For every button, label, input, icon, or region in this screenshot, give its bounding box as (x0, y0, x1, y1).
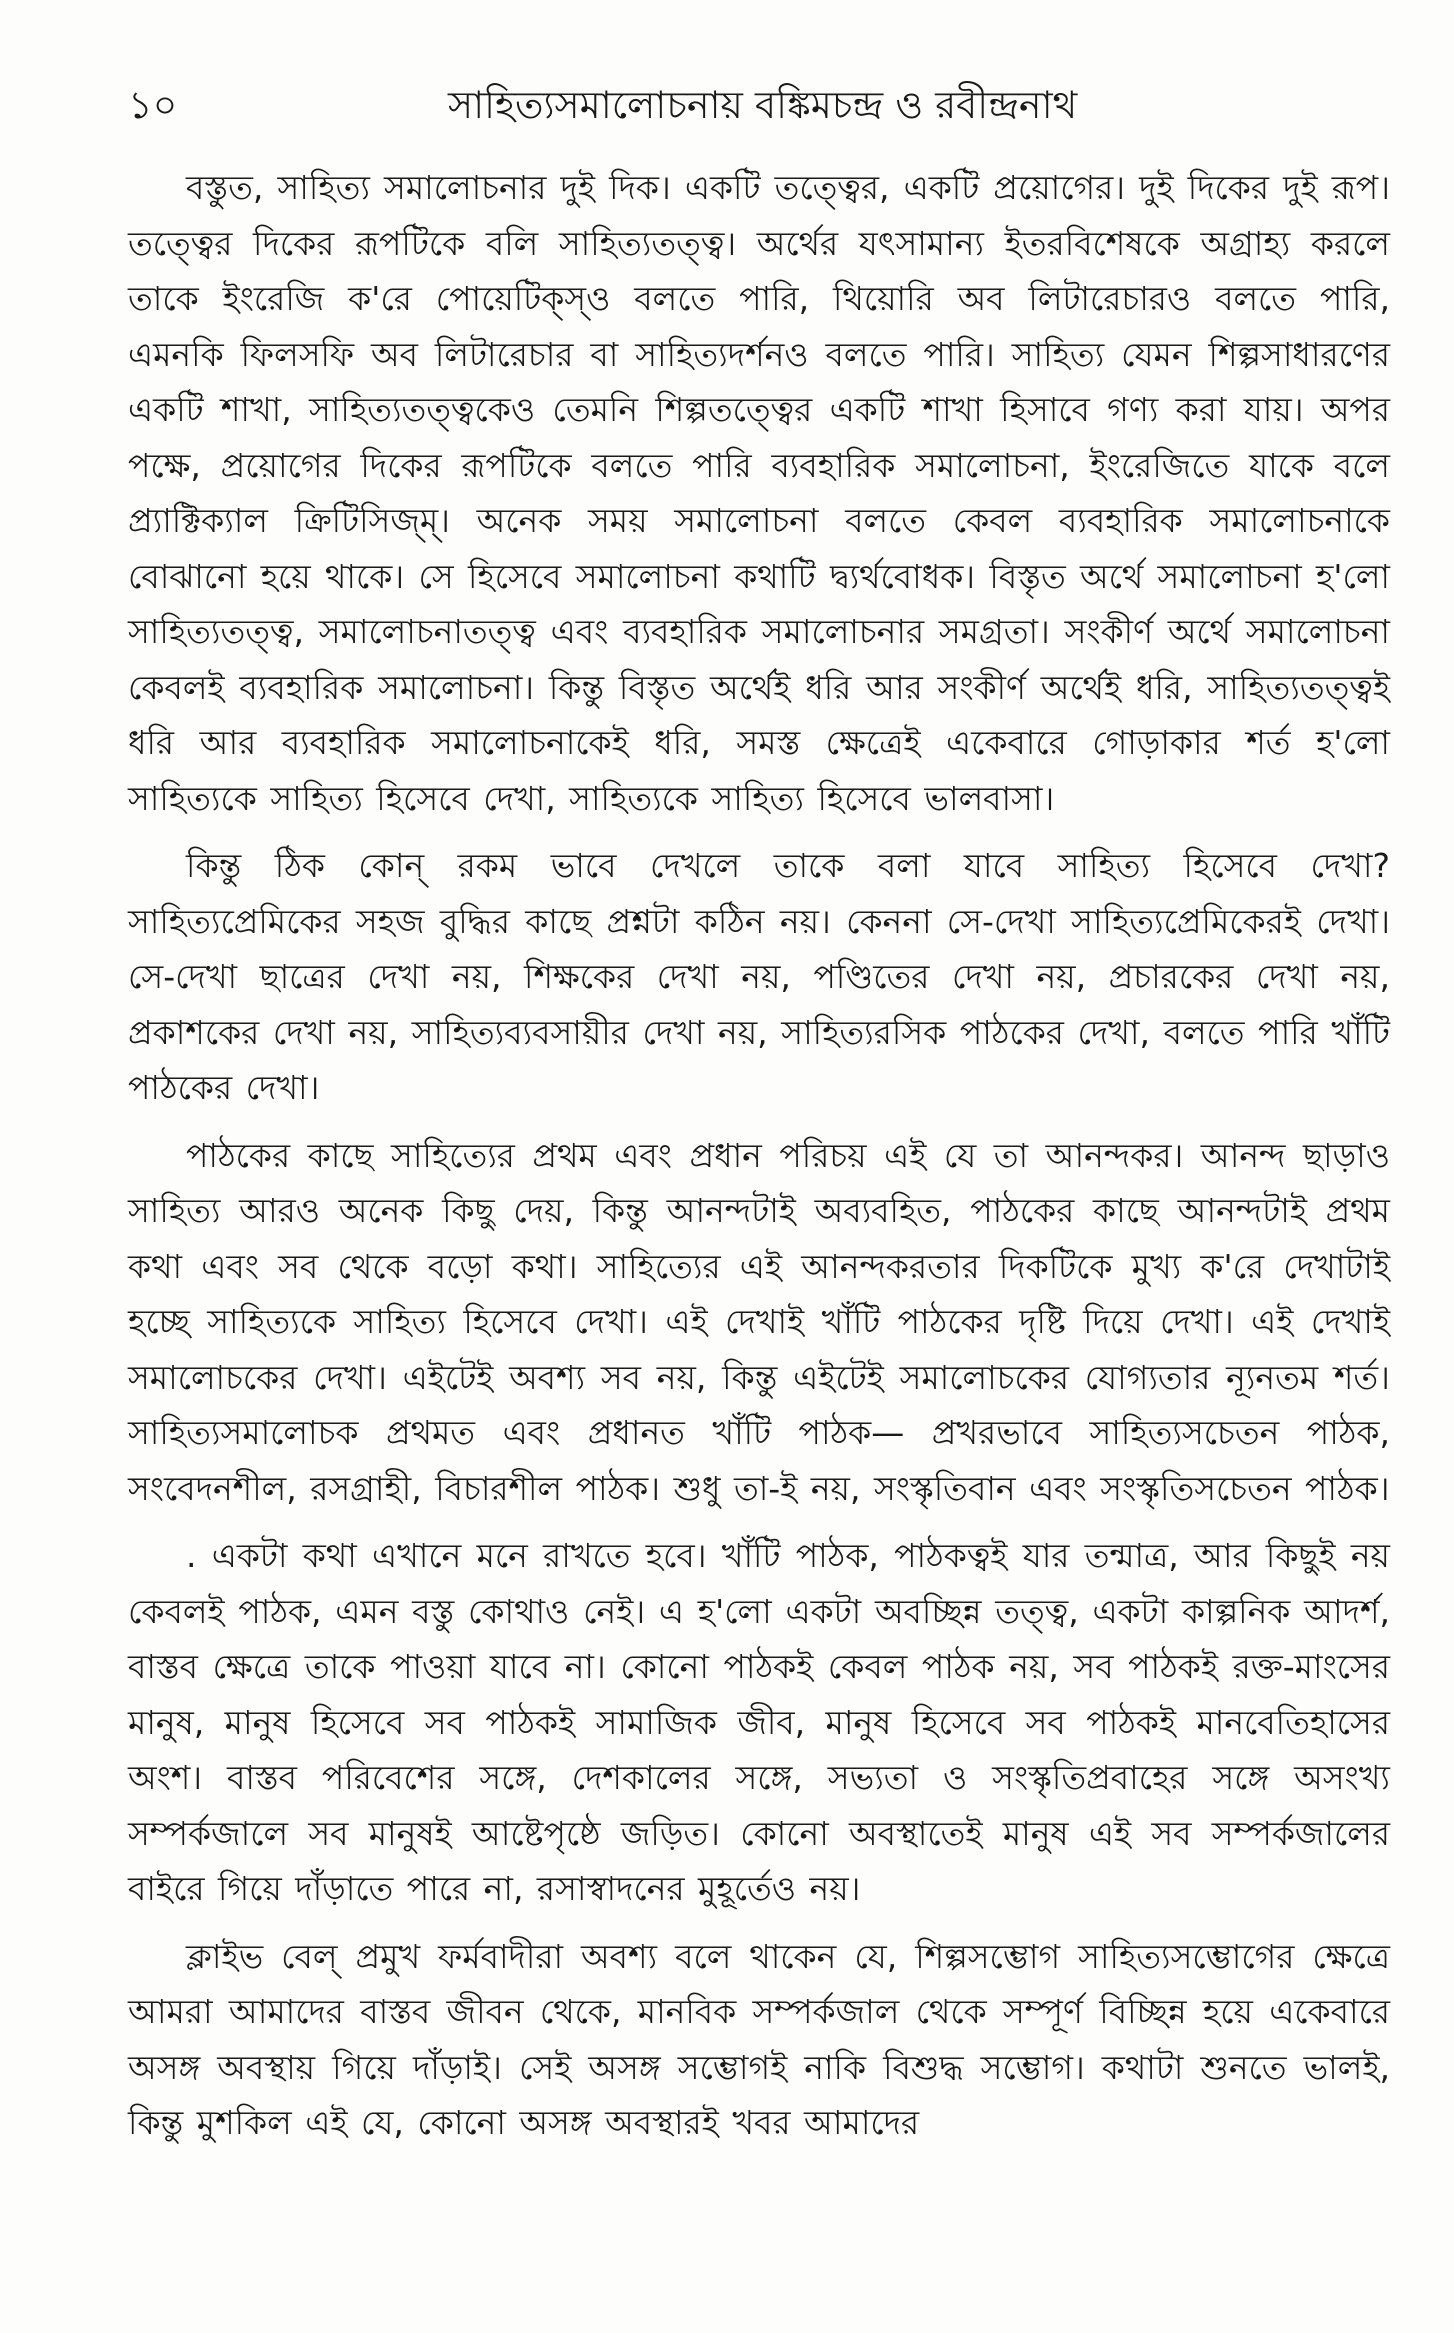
paragraph: . একটা কথা এখানে মনে রাখতে হবে। খাঁটি পাঠক, পাঠকত্বই যার তন্মাত্র, আর কিছুই নয় কেবলই পাঠক, এমন বস্তু কোথাও নেই। এ হ'লো একটা অবচ্ছিন্ন তত্ত্ব, একটা কাল্পনিক আদর্শ, বাস্তব ক্ষেত্রে তাকে পাওয়া যাবে না। কোনো পাঠকই কেবল পাঠক নয়, সব পাঠকই রক্ত-মাংসের মানুষ, মানুষ হিসেবে সব পাঠকই সামাজিক জীব, মানুষ হিসেবে সব পাঠকই মানবেতিহাসের অংশ। বাস্তব পরিবেশের সঙ্গে, দেশকালের সঙ্গে, সভ্যতা ও সংস্কৃতিপ্রবাহের সঙ্গে অসংখ্য সম্পর্কজালে সব মানুষই আষ্টেপৃষ্ঠে জড়িত। কোনো অবস্থাতেই মানুষ এই সব সম্পর্কজালের বাইরে গিয়ে দাঁড়াতে পারে না, রসাস্বাদনের মুহূর্তেও নয়। (128, 1536, 1390, 1908)
running-head (128, 70, 1390, 140)
paragraph: বস্তুত, সাহিত্য সমালোচনার দুই দিক। একটি তত্ত্বের, একটি প্রয়োগের। দুই দিকের দুই রূপ। তত্ত্বের দিকের রূপটিকে বলি সাহিত্যতত্ত্ব। অর্থের যৎসামান্য ইতরবিশেষকে অগ্রাহ্য করলে তাকে ইংরেজি ক'রে পোয়েটিক্স্ও বলতে পারি, থিয়োরি অব লিটারেচারও বলতে পারি, এমনকি ফিলসফি অব লিটারেচার বা সাহিত্যদর্শনও বলতে পারি। সাহিত্য যেমন শিল্পসাধারণের একটি শাখা, সাহিত্যতত্ত্বকেও তেমনি শিল্পতত্ত্বের একটি শাখা হিসাবে গণ্য করা যায়। অপর পক্ষে, প্রয়োগের দিকের রূপটিকে বলতে পারি ব্যবহারিক সমালোচনা, ইংরেজিতে যাকে বলে প্র্যাক্টিক্যাল ক্রিটিসিজ্ম্। অনেক সময় সমালোচনা বলতে কেবল ব্যবহারিক সমালোচনাকে বোঝানো হয়ে থাকে। সে হিসেবে সমালোচনা কথাটি দ্ব্যর্থবোধক। বিস্তৃত অর্থে সমালোচনা হ'লো সাহিত্যতত্ত্ব, সমালোচনাতত্ত্ব এবং ব্যবহারিক সমালোচনার সমগ্রতা। সংকীর্ণ অর্থে সমালোচনা কেবলই ব্যবহারিক সমালোচনা। কিন্তু বিস্তৃত অর্থেই ধরি আর সংকীর্ণ অর্থেই ধরি, সাহিত্যতত্ত্বই ধরি আর ব্যবহারিক সমালোচনাকেই ধরি, সমস্ত ক্ষেত্রেই একেবারে গোড়াকার শর্ত হ'লো সাহিত্যকে সাহিত্য হিসেবে দেখা, সাহিত্যকে সাহিত্য হিসেবে ভালবাসা। (128, 168, 1390, 818)
running-title: সাহিত্যসমালোচনায় বঙ্কিমচন্দ্র ও রবীন্দ্রনাথ (448, 83, 1078, 127)
body-text (128, 160, 1390, 2163)
paragraph: পাঠকের কাছে সাহিত্যের প্রথম এবং প্রধান পরিচয় এই যে তা আনন্দকর। আনন্দ ছাড়াও সাহিত্য আরও অনেক কিছু দেয়, কিন্তু আনন্দটাই অব্যবহিত, পাঠকের কাছে আনন্দটাই প্রথম কথা এবং সব থেকে বড়ো কথা। সাহিত্যের এই আনন্দকরতার দিকটিকে মুখ্য ক'রে দেখাটাই হচ্ছে সাহিত্যকে সাহিত্য হিসেবে দেখা। এই দেখাই খাঁটি পাঠকের দৃষ্টি দিয়ে দেখা। এই দেখাই সমালোচকের দেখা। এইটেই অবশ্য সব নয়, কিন্তু এইটেই সমালোচকের যোগ্যতার ন্যূনতম শর্ত। সাহিত্যসমালোচক প্রথমত এবং প্রধানত খাঁটি পাঠক— প্রখরভাবে সাহিত্যসচেতন পাঠক, সংবেদনশীল, রসগ্রাহী, বিচারশীল পাঠক। শুধু তা-ই নয়, সংস্কৃতিবান এবং সংস্কৃতিসচেতন পাঠক। (128, 1135, 1390, 1508)
paragraph: ক্লাইভ বেল্ প্রমুখ ফর্মবাদীরা অবশ্য বলে থাকেন যে, শিল্পসম্ভোগ সাহিত্যসম্ভোগের ক্ষেত্রে আমরা আমাদের বাস্তব জীবন থেকে, মানবিক সম্পর্কজাল থেকে সম্পূর্ণ বিচ্ছিন্ন হয়ে একেবারে অসঙ্গ অবস্থায় গিয়ে দাঁড়াই। সেই অসঙ্গ সম্ভোগই নাকি বিশুদ্ধ সম্ভোগ। কথাটা শুনতে ভালই, কিন্তু মুশকিল এই যে, কোনো অসঙ্গ অবস্থারই খবর আমাদের (128, 1936, 1390, 2142)
page-number: ১০ (128, 83, 178, 127)
paragraph: কিন্তু ঠিক কোন্ রকম ভাবে দেখলে তাকে বলা যাবে সাহিত্য হিসেবে দেখা? সাহিত্যপ্রেমিকের সহজ বুদ্ধির কাছে প্রশ্নটা কঠিন নয়। কেননা সে-দেখা সাহিত্যপ্রেমিকেরই দেখা। সে-দেখা ছাত্রের দেখা নয়, শিক্ষকের দেখা নয়, পণ্ডিতের দেখা নয়, প্রচারকের দেখা নয়, প্রকাশকের দেখা নয়, সাহিত্যব্যবসায়ীর দেখা নয়, সাহিত্যরসিক পাঠকের দেখা, বলতে পারি খাঁটি পাঠকের দেখা। (128, 846, 1390, 1107)
